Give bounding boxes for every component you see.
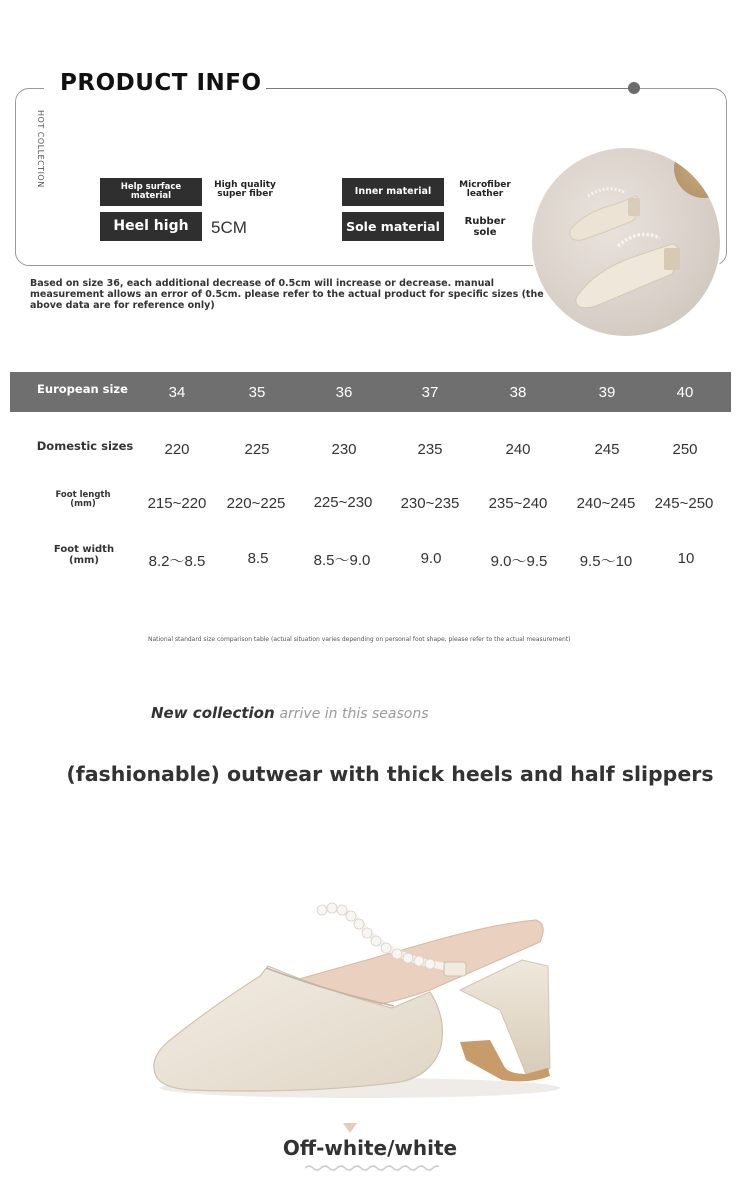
table-cell: 8.2～8.5 — [148, 553, 206, 570]
product-shoe-image — [130, 880, 580, 1110]
table-cell: 220~225 — [226, 495, 286, 512]
table-cell: 35 — [248, 384, 266, 401]
table-cell: 235 — [417, 441, 443, 458]
row-label-european: European size — [37, 382, 128, 396]
table-cell: 230 — [331, 441, 357, 458]
new-collection-rest: arrive in this seasons — [279, 706, 429, 722]
row-label-domestic: Domestic sizes — [36, 439, 134, 453]
table-cell: 235~240 — [488, 495, 548, 512]
color-name-label: Off-white/white — [282, 1136, 458, 1160]
table-cell: 9.0～9.5 — [490, 553, 548, 570]
table-cell: 220 — [164, 441, 190, 458]
table-cell: 225~230 — [313, 494, 373, 511]
table-cell: 225 — [244, 441, 270, 458]
table-cell: 245~250 — [654, 495, 714, 512]
size-note: Based on size 36, each additional decrease of 0.5cm will increase or decrease. manual measurement allows an error of 0.5cm. please refer to the actual product for specific sizes (the above data are for reference only) — [30, 278, 544, 311]
title-dot-icon — [628, 82, 640, 94]
table-cell: 240 — [505, 441, 531, 458]
table-cell: 36 — [335, 384, 353, 401]
slipper-icon — [130, 880, 580, 1110]
table-cell: 250 — [672, 441, 698, 458]
sole-material-label: Sole material — [342, 212, 444, 241]
table-cell: 38 — [509, 384, 527, 401]
table-cell: 215~220 — [147, 495, 207, 512]
product-photo — [530, 146, 722, 338]
slippers-photo-icon — [532, 148, 720, 336]
table-cell: 39 — [598, 384, 616, 401]
title-divider — [266, 88, 634, 89]
down-triangle-icon — [343, 1123, 357, 1133]
size-table-note: National standard size comparison table (actual situation varies depending on personal foot shape, please refer to the actual measurement) — [148, 636, 571, 643]
table-cell: 8.5 — [247, 550, 269, 567]
row-label-foot-width: Foot width (mm) — [53, 544, 115, 566]
table-cell: 230~235 — [400, 495, 460, 512]
table-cell: 240~245 — [576, 495, 636, 512]
sole-material-value: Rubber sole — [464, 216, 506, 238]
inner-material-value: Microfiber leather — [459, 180, 511, 200]
inner-material-label: Inner material — [342, 178, 444, 206]
hot-collection-label: HOT COLLECTION — [36, 110, 45, 188]
table-cell: 37 — [421, 384, 439, 401]
new-collection-bold: New collection — [151, 704, 275, 722]
help-surface-value: High quality super fiber — [214, 180, 276, 200]
table-cell: 10 — [677, 550, 695, 567]
heel-height-label: Heel high — [100, 212, 202, 241]
row-label-foot-length: Foot length (mm) — [55, 490, 111, 509]
table-cell: 40 — [676, 384, 694, 401]
table-cell: 245 — [594, 441, 620, 458]
heel-height-value: 5CM — [211, 218, 247, 237]
wavy-underline-icon — [305, 1164, 439, 1172]
help-surface-label: Help surface material — [100, 178, 202, 206]
product-headline: (fashionable) outwear with thick heels and half slippers — [66, 762, 714, 786]
table-cell: 9.5～10 — [579, 553, 633, 570]
table-cell: 9.0 — [420, 550, 442, 567]
table-cell: 34 — [168, 384, 186, 401]
product-info-title: PRODUCT INFO — [60, 70, 262, 96]
table-cell: 8.5～9.0 — [313, 552, 371, 569]
new-collection-tagline — [151, 704, 429, 722]
